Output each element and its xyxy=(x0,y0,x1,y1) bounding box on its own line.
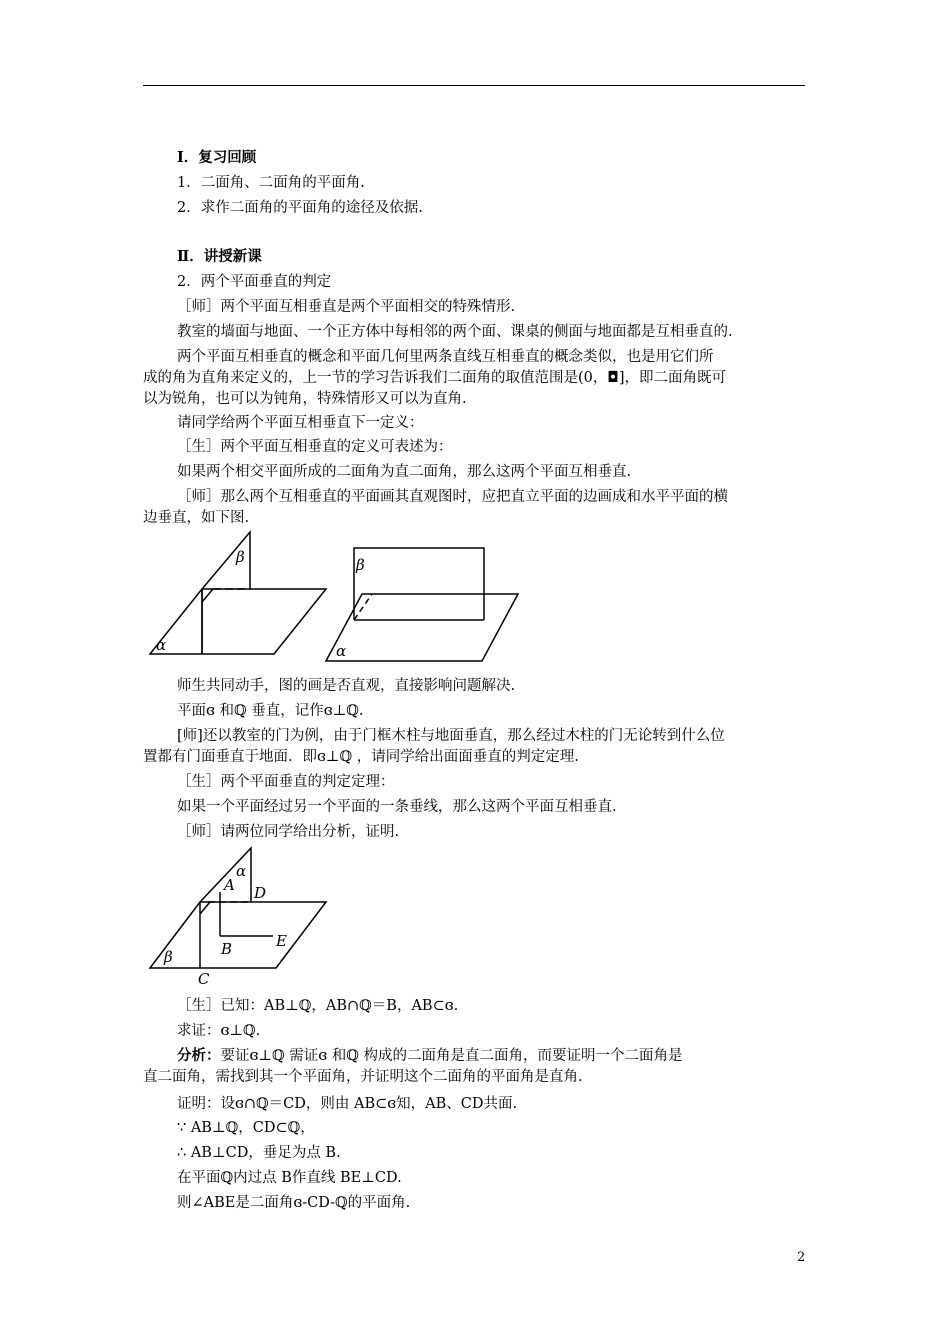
header-rule xyxy=(143,85,805,86)
paragraph: 如果两个相交平面所成的二面角为直二面角，那么这两个平面互相垂直. xyxy=(177,464,632,480)
paragraph: [师]还以教室的门为例，由于门框木柱与地面垂直，那么经过木柱的门无论转到什么位 xyxy=(177,728,725,744)
topic-title: 2．两个平面垂直的判定 xyxy=(177,274,332,290)
paragraph-cont: 以为锐角，也可以为钝角，特殊情形又可以为直角. xyxy=(143,391,467,407)
paragraph: 师生共同动手，图的画是否直观，直接影响问题解决. xyxy=(177,678,516,694)
proof-line: ∴ AB⊥CD，垂足为点 B. xyxy=(177,1145,341,1161)
alpha-label: α xyxy=(236,862,247,880)
point-C-label: C xyxy=(198,970,210,988)
paragraph-cont: 成的角为直角来定义的，上一节的学习告诉我们二面角的取值范围是(0，◘]，即二面角既可 xyxy=(143,370,727,386)
page-number: 2 xyxy=(797,1250,806,1265)
paragraph: ［师］两个平面互相垂直是两个平面相交的特殊情形. xyxy=(177,299,516,315)
proof-line: 证明：设ɞ∩ℚ＝CD，则由 AB⊂ɞ知，AB、CD共面. xyxy=(177,1096,518,1112)
section-heading-new-lesson: Ⅱ．讲授新课 xyxy=(177,248,262,265)
figure-perpendicular-planes-1 xyxy=(140,532,340,662)
figure-proof-diagram xyxy=(148,846,338,986)
alpha-label: α xyxy=(336,642,347,660)
proof-line: 在平面ℚ内过点 B作直线 BE⊥CD. xyxy=(177,1170,402,1186)
point-D-label: D xyxy=(254,884,267,902)
paragraph-cont: 置都有门面垂直于地面．即ɞ⊥ℚ ，请同学给出面面垂直的判定定理. xyxy=(143,749,579,765)
theorem-statement: 如果一个平面经过另一个平面的一条垂线，那么这两个平面互相垂直. xyxy=(177,799,617,815)
point-A-label: A xyxy=(224,876,235,894)
beta-label: β xyxy=(356,556,365,574)
section-heading-review: Ⅰ．复习回顾 xyxy=(177,149,257,166)
to-prove-statement: 求证：ɞ⊥ℚ. xyxy=(177,1023,261,1039)
paragraph: ［生］两个平面垂直的判定定理： xyxy=(177,774,395,790)
paragraph: 平面ɞ 和ℚ 垂直，记作ɞ⊥ℚ. xyxy=(177,703,364,719)
alpha-label: α xyxy=(156,636,167,654)
paragraph: 教室的墙面与地面、一个正方体中每相邻的两个面、课桌的侧面与地面都是互相垂直的. xyxy=(177,324,733,340)
beta-label: β xyxy=(236,548,245,566)
beta-label: β xyxy=(164,948,173,966)
proof-line: ∵ AB⊥ℚ，CD⊂ℚ， xyxy=(177,1120,315,1136)
figure-perpendicular-planes-2 xyxy=(322,548,522,668)
analysis-cont: 直二面角，需找到其一个平面角，并证明这个二面角的平面角是直角. xyxy=(143,1069,583,1085)
proof-line: 则∠ABE是二面角ɞ-CD-ℚ的平面角. xyxy=(177,1195,411,1211)
paragraph-cont: 边垂直，如下图. xyxy=(143,510,250,526)
review-item-2: 2．求作二面角的平面角的途径及依据. xyxy=(177,200,423,216)
paragraph: ［师］那么两个互相垂直的平面画其直观图时，应把直立平面的边画成和水平平面的横 xyxy=(177,489,728,505)
paragraph: 两个平面互相垂直的概念和平面几何里两条直线互相垂直的概念类似，也是用它们所 xyxy=(177,349,714,365)
point-B-label: B xyxy=(221,940,233,958)
paragraph: ［师］请两位同学给出分析，证明. xyxy=(177,824,400,840)
given-statement: ［生］已知：AB⊥ℚ，AB∩ℚ＝B，AB⊂ɞ. xyxy=(177,998,459,1014)
analysis-text: 要证ɞ⊥ℚ 需证ɞ 和ℚ 构成的二面角是直二面角，而要证明一个二面角是 xyxy=(220,1048,683,1064)
analysis-line xyxy=(177,1046,683,1066)
point-E-label: E xyxy=(276,932,287,950)
review-item-1: 1．二面角、二面角的平面角. xyxy=(177,175,365,191)
analysis-label: 分析： xyxy=(177,1047,221,1064)
paragraph: ［生］两个平面互相垂直的定义可表述为： xyxy=(177,439,453,455)
paragraph: 请同学给两个平面互相垂直下一定义： xyxy=(177,415,424,431)
